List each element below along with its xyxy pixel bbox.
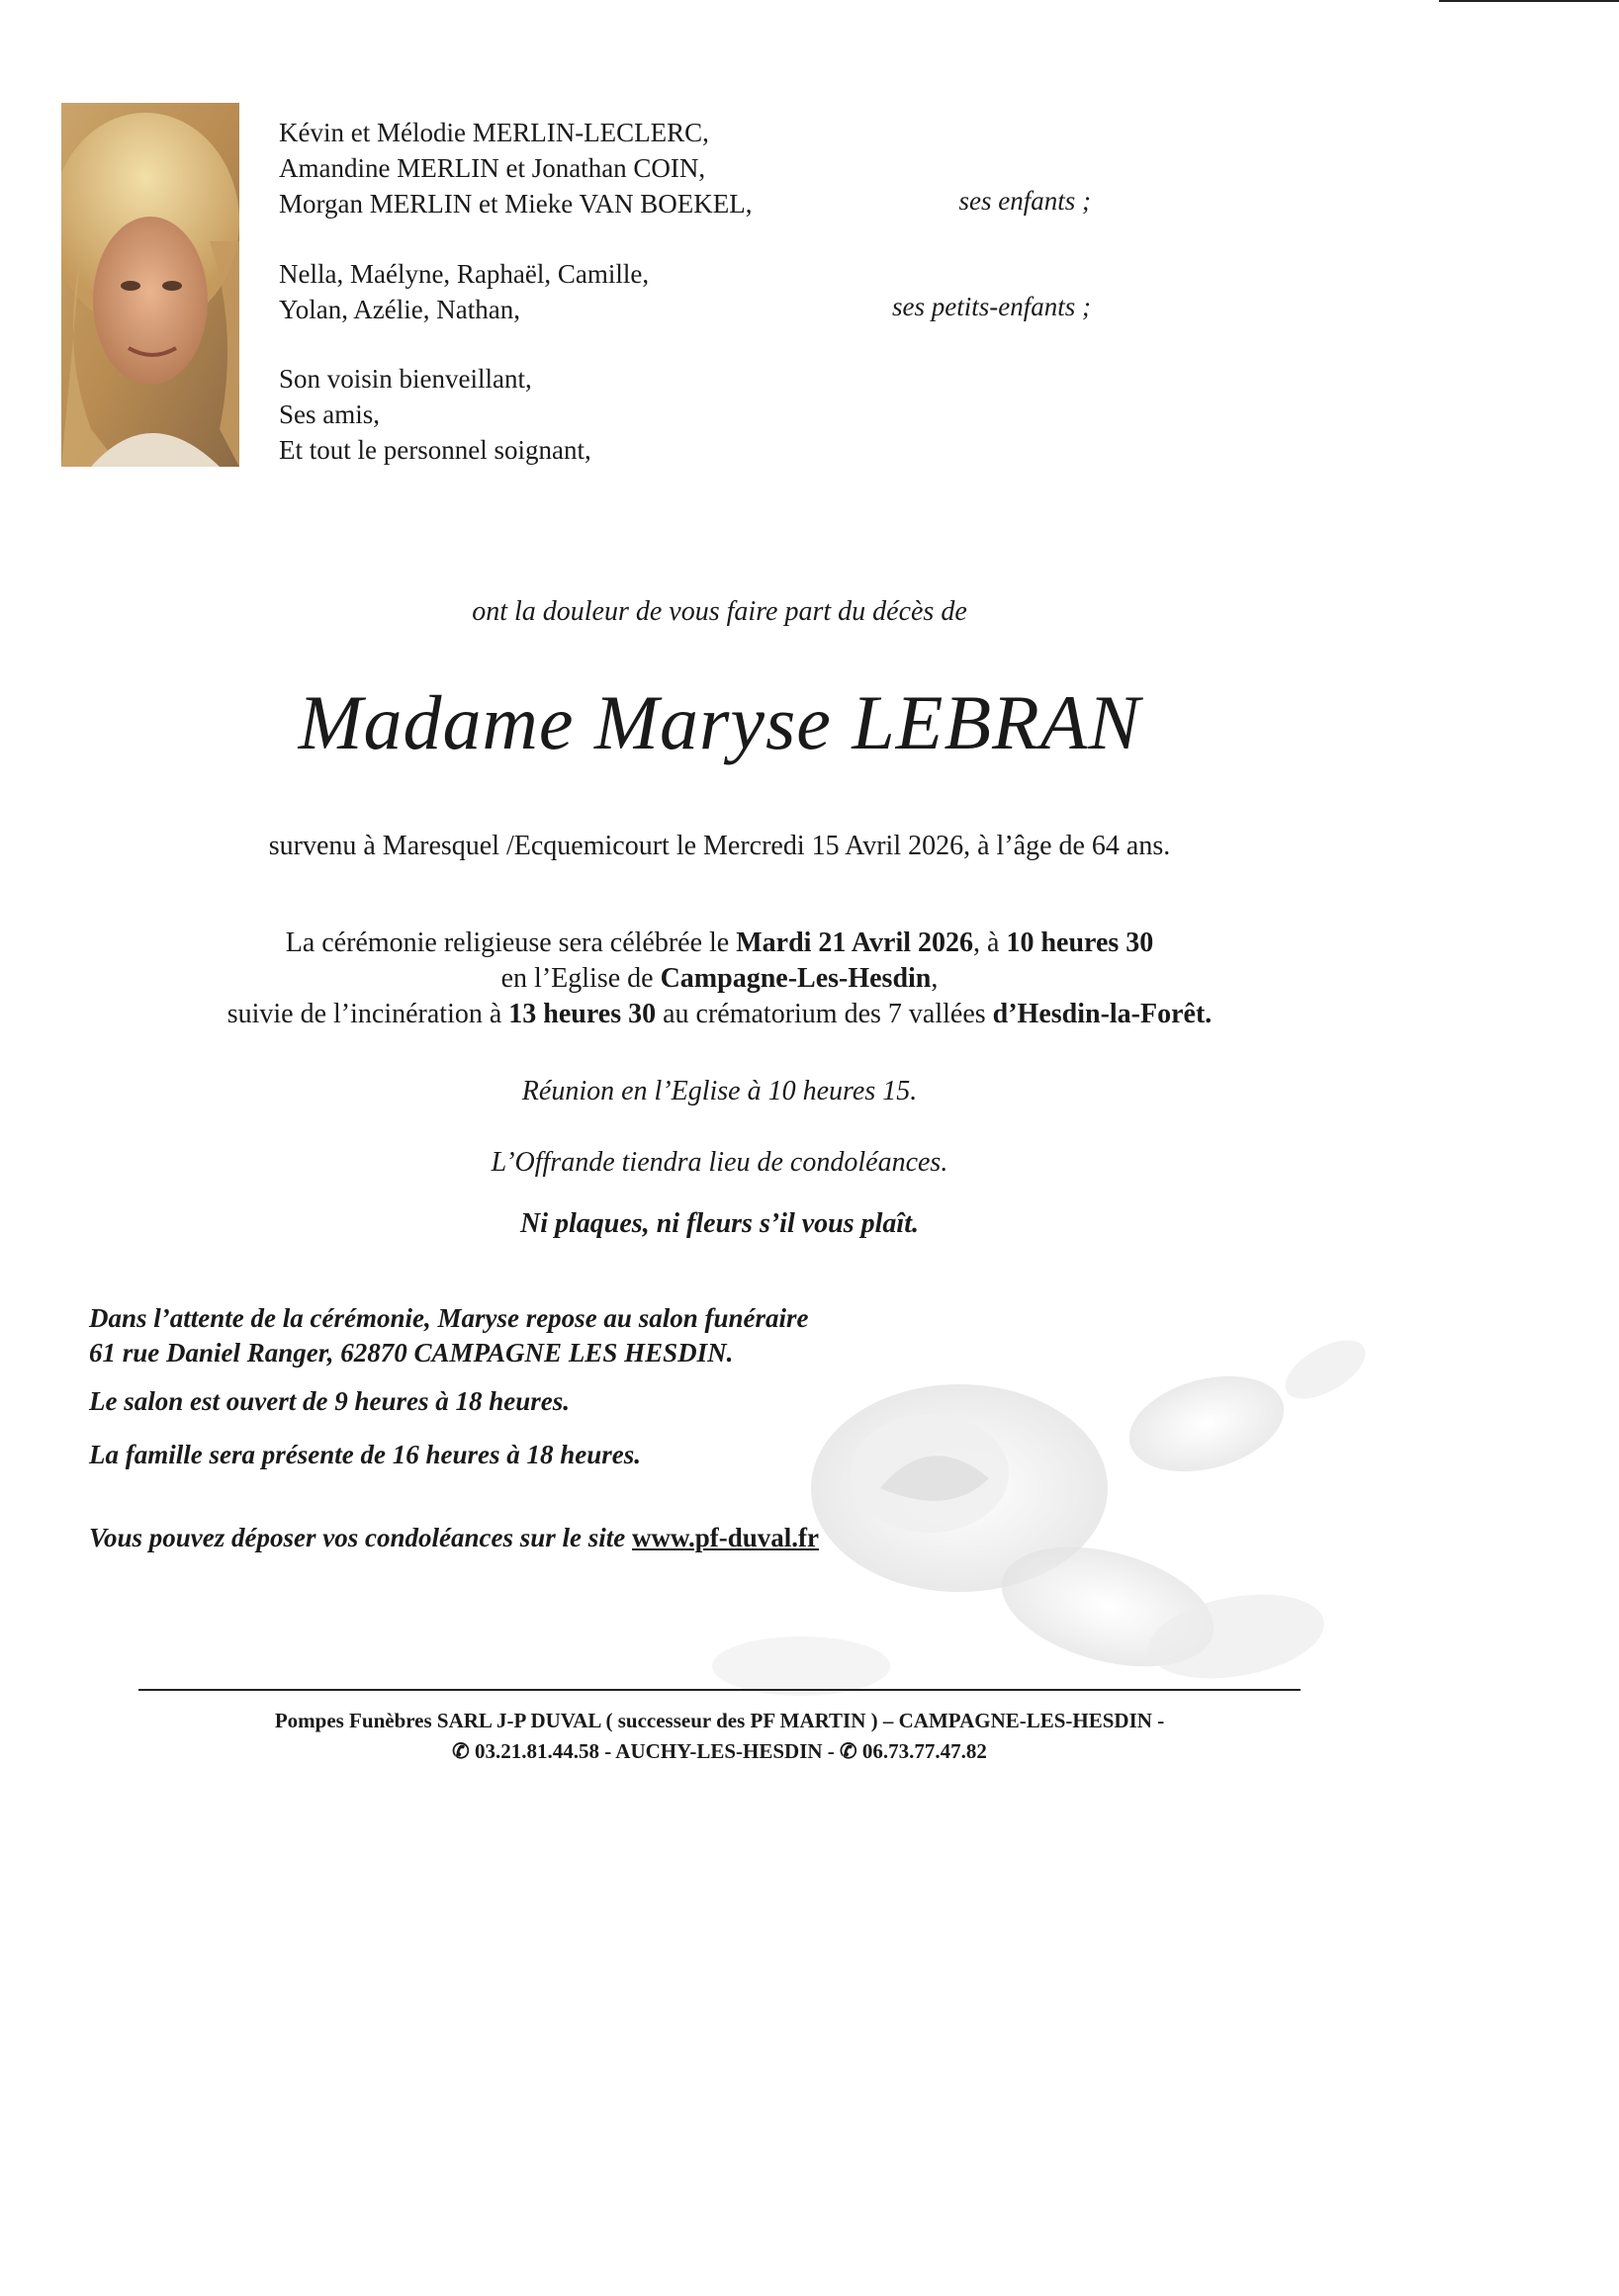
funeral-home-name: Pompes Funèbres SARL J-P DUVAL ( successeur des PF MARTIN ) – CAMPAGNE-LES-HESDIN -	[274, 1709, 1165, 1732]
children-role: ses enfants ;	[958, 186, 1091, 216]
children-list	[279, 115, 752, 221]
condolences-line	[89, 1521, 819, 1555]
cremation-time: 13 heures 30	[508, 999, 657, 1029]
grandchildren-list	[279, 256, 649, 327]
deceased-name: Madame Maryse LEBRAN	[298, 679, 1141, 765]
announcement-intro: ont la douleur de vous faire part du décès de	[472, 596, 967, 627]
ceremony-text: au crématorium des 7 vallées	[656, 999, 993, 1029]
ceremony-text: suivie de l’incinération à	[226, 999, 509, 1029]
no-flowers-note: Ni plaques, ni fleurs s’il vous plaît.	[520, 1208, 919, 1239]
portrait-photo	[61, 103, 239, 467]
phone-number[interactable]: 03.21.81.44.58	[474, 1739, 599, 1763]
grandchildren-role: ses petits-enfants ;	[892, 292, 1091, 321]
family-line: Ses amis,	[279, 399, 381, 429]
family-line: Amandine MERLIN et Jonathan COIN,	[279, 153, 706, 183]
phone-separator: - AUCHY-LES-HESDIN -	[598, 1739, 841, 1763]
family-line: Yolan, Azélie, Nathan,	[279, 295, 520, 324]
church-place: Campagne-Les-Hesdin	[660, 963, 932, 994]
condolences-link[interactable]: www.pf-duval.fr	[632, 1523, 820, 1552]
phone-number[interactable]: 06.73.77.47.82	[861, 1739, 987, 1763]
crematorium-place: d’Hesdin-la-Forêt.	[992, 999, 1213, 1029]
ceremony-line	[0, 961, 1439, 997]
family-line: Et tout le personnel soignant,	[279, 435, 591, 465]
phone-icon: ✆	[452, 1739, 470, 1763]
family-line: Son voisin bienveillant,	[279, 364, 532, 394]
ceremony-time: 10 heures 30	[1006, 927, 1154, 958]
opening-hours: Le salon est ouvert de 9 heures à 18 heures.	[89, 1386, 570, 1416]
resting-address: 61 rue Daniel Ranger, 62870 CAMPAGNE LES HESDIN.	[89, 1338, 734, 1368]
phone-icon: ✆	[840, 1739, 857, 1763]
scan-edge-line	[1439, 0, 1619, 2]
family-presence: La famille sera présente de 16 heures à 18 heures.	[89, 1440, 641, 1469]
resting-line: Dans l’attente de la cérémonie, Maryse repose au salon funéraire	[89, 1303, 809, 1333]
family-line: Morgan MERLIN et Mieke VAN BOEKEL,	[279, 189, 753, 219]
ceremony-text: en l’Eglise de	[500, 963, 661, 994]
reunion-note: Réunion en l’Eglise à 10 heures 15.	[521, 1076, 918, 1106]
death-details: survenu à Maresquel /Ecquemicourt le Mercredi 15 Avril 2026, à l’âge de 64 ans.	[268, 831, 1171, 861]
ceremony-text: ,	[931, 963, 939, 994]
funeral-home-phones	[0, 1739, 1439, 1764]
family-line: Nella, Maélyne, Raphaël, Camille,	[279, 259, 650, 289]
ceremony-date: Mardi 21 Avril 2026	[736, 927, 974, 958]
ceremony-text: , à	[973, 927, 1007, 958]
family-line: Kévin et Mélodie MERLIN-LECLERC,	[279, 118, 709, 147]
condolences-text: Vous pouvez déposer vos condoléances sur le site	[89, 1523, 632, 1552]
resting-place	[89, 1301, 808, 1370]
ceremony-line	[0, 997, 1439, 1032]
offrande-note: L’Offrande tiendra lieu de condoléances.	[491, 1147, 948, 1178]
footer-divider	[138, 1689, 1301, 1691]
ceremony-text: La cérémonie religieuse sera célébrée le	[285, 927, 737, 958]
ceremony-details	[0, 926, 1439, 1032]
ceremony-line	[0, 926, 1439, 961]
others-list	[279, 361, 591, 468]
